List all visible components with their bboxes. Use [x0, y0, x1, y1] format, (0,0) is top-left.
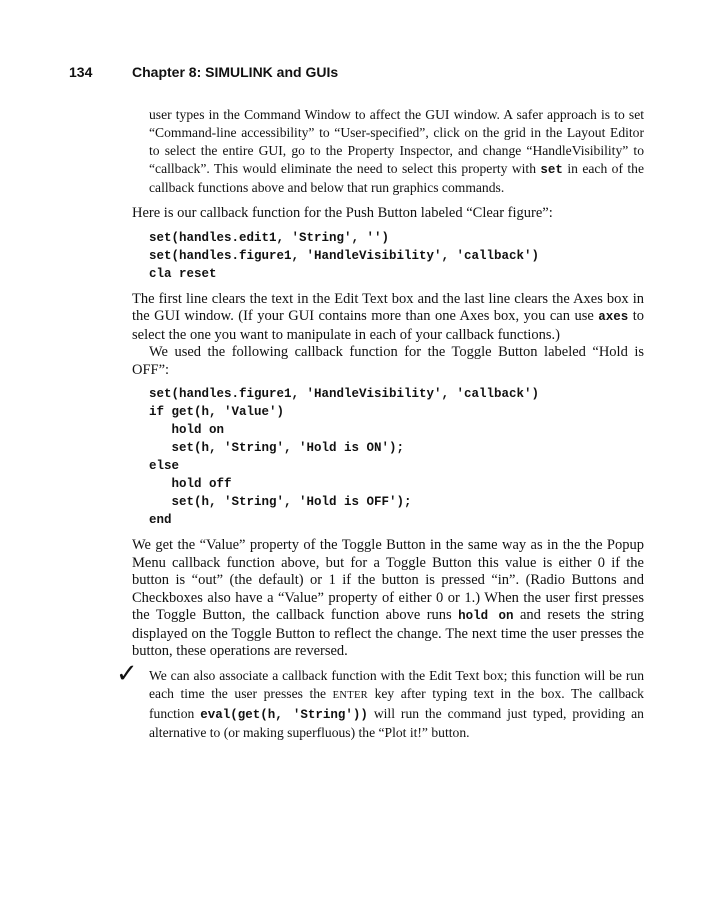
code-block-toggle: [132, 385, 644, 529]
paragraph-intro-toggle: We used the following callback function for the Toggle Button labeled “Hold is OFF”:: [132, 344, 644, 378]
inline-code: eval(get(h, 'String')): [200, 707, 368, 722]
tip-note: [116, 658, 644, 742]
code-line: hold off: [149, 477, 232, 491]
code-line: hold on: [149, 423, 225, 437]
paragraph-explanation: [132, 291, 644, 345]
tip-text: [132, 667, 644, 742]
inline-code: hold on: [458, 609, 514, 623]
code-line: set(handles.edit1, 'String', ''): [149, 230, 390, 245]
chapter-title: Chapter 8: SIMULINK and GUIs: [132, 64, 339, 80]
code-block-clear-figure: [132, 229, 644, 283]
paragraph-continuation: [132, 106, 644, 197]
code-line: cla reset: [149, 266, 217, 281]
code-line: set(handles.figure1, 'HandleVisibility', 'callback'): [149, 248, 540, 263]
code-line: if get(h, 'Value'): [149, 405, 285, 419]
text-run: and resets the string displayed on the Toggle Button to reflect the change. The next time the user presses the button, these operations are reversed.: [132, 607, 644, 659]
text-run: We get the “Value” property of the Toggle Button in the same way as in the the Popup Menu callback function above, but for a Toggle Button this value is either 0 if the button is “out” (the default) or 1 if the button is pressed “in”. (Radio Buttons and Checkboxes also have a “Value” property of either 0 or 1.) When the user first presses the Toggle Button, the callback function above runs: [132, 537, 644, 623]
text-run: to select the one you want to manipulate in each of your callback functions.): [132, 308, 644, 343]
code-line: else: [149, 459, 180, 473]
page-body: [116, 106, 644, 742]
text-run: The first line clears the text in the Edit Text box and the last line clears the Axes box in the GUI window. (If your GUI contains more than one Axes box, you can use: [132, 290, 644, 324]
paragraph-intro-clear: Here is our callback function for the Push Button labeled “Clear figure”:: [132, 205, 553, 221]
code-line: end: [149, 513, 172, 527]
text-run: will run the command just typed, providing an alternative to (or making superfluous) the “Plot it!” button.: [149, 705, 644, 740]
checkmark-icon: ✓: [116, 658, 138, 689]
inline-code: set: [540, 163, 563, 177]
text-run: user types in the Command Window to affect the GUI window. A safer approach is to set “Command-line accessibility” to “User-specified”, click on the grid in the Layout Editor to select the entire GUI, go to the Property Inspector, and change “HandleVisibility” to “callback”. This would eliminate the need to select this property with: [149, 107, 644, 176]
page-header: [0, 64, 702, 84]
key-name: ENTER: [332, 689, 368, 701]
page-number: 134: [69, 64, 93, 80]
code-line: set(handles.figure1, 'HandleVisibility', 'callback'): [149, 387, 540, 401]
text-run: key after typing text in the box. The callback function: [149, 685, 644, 721]
text-run: in each of the callback functions above and below that run graphics commands.: [149, 161, 644, 195]
text-run: We can also associate a callback function with the Edit Text box; this function will be run each time the user presses the: [149, 667, 644, 701]
paragraph-value-property: [132, 537, 644, 661]
code-line: set(h, 'String', 'Hold is OFF');: [149, 495, 412, 509]
inline-code: axes: [598, 310, 629, 324]
code-line: set(h, 'String', 'Hold is ON');: [149, 441, 405, 455]
